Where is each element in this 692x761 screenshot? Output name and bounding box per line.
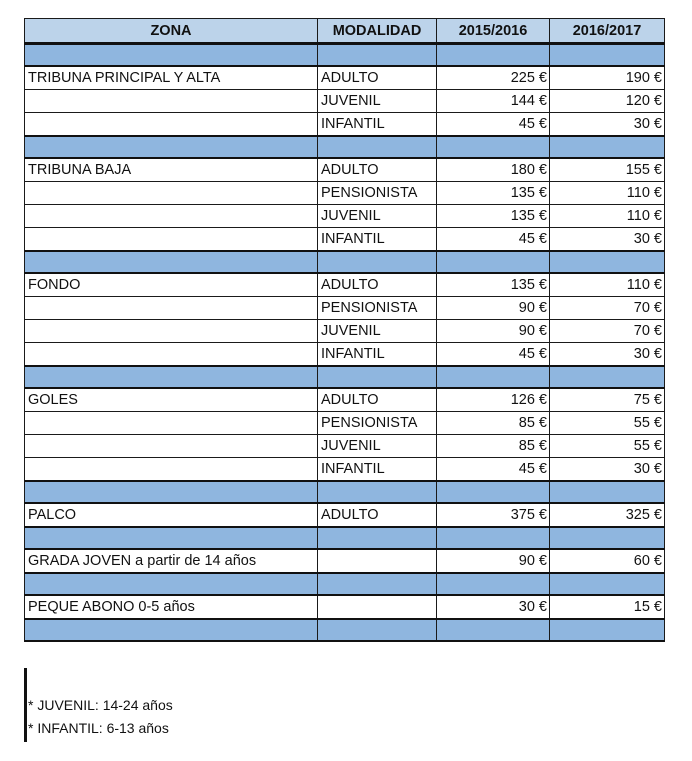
price-2015-2016-cell: 45 € [437,113,550,137]
separator-cell [437,527,550,549]
zona-cell: FONDO [25,273,318,297]
price-2015-2016-cell: 45 € [437,228,550,252]
table-body [25,44,665,642]
table-row [25,273,665,297]
separator-cell [25,481,318,503]
price-2015-2016-cell: 375 € [437,503,550,527]
table-row [25,458,665,482]
table-row [25,343,665,367]
price-2015-2016-cell: 126 € [437,388,550,412]
separator-cell [25,619,318,641]
table-row [25,90,665,113]
separator-cell [318,527,437,549]
zona-cell: PALCO [25,503,318,527]
modalidad-cell: INFANTIL [318,343,437,367]
separator-cell [25,136,318,158]
left-border-rule [24,668,27,742]
price-2015-2016-cell: 30 € [437,595,550,619]
table-header-row [25,19,665,44]
table-row [25,228,665,252]
zona-cell [25,90,318,113]
price-2015-2016-cell: 135 € [437,205,550,228]
separator-cell [550,366,665,388]
price-2016-2017-cell: 30 € [550,343,665,367]
price-2016-2017-cell: 75 € [550,388,665,412]
price-2015-2016-cell: 144 € [437,90,550,113]
price-2015-2016-cell: 90 € [437,297,550,320]
modalidad-cell: JUVENIL [318,205,437,228]
price-2015-2016-cell: 85 € [437,435,550,458]
separator-cell [437,136,550,158]
zona-cell: PEQUE ABONO 0-5 años [25,595,318,619]
price-2016-2017-cell: 110 € [550,182,665,205]
price-2015-2016-cell: 180 € [437,158,550,182]
modalidad-cell: JUVENIL [318,90,437,113]
zona-cell: GRADA JOVEN a partir de 14 años [25,549,318,573]
zona-cell [25,228,318,252]
separator-cell [318,573,437,595]
modalidad-cell: JUVENIL [318,435,437,458]
table-row [25,595,665,619]
price-2015-2016-cell: 85 € [437,412,550,435]
separator-cell [318,251,437,273]
table-row [25,388,665,412]
modalidad-cell: INFANTIL [318,113,437,137]
price-2016-2017-cell: 30 € [550,113,665,137]
header-modalidad: MODALIDAD [318,19,437,44]
table-row [25,182,665,205]
separator-cell [437,573,550,595]
footnote-infantil: * INFANTIL: 6-13 años [28,720,169,736]
price-2016-2017-cell: 60 € [550,549,665,573]
footnotes [28,694,173,740]
zona-cell [25,412,318,435]
modalidad-cell: INFANTIL [318,458,437,482]
price-2016-2017-cell: 155 € [550,158,665,182]
price-2015-2016-cell: 90 € [437,549,550,573]
zona-cell: GOLES [25,388,318,412]
separator-row [25,527,665,549]
modalidad-cell: ADULTO [318,503,437,527]
separator-cell [318,619,437,641]
separator-cell [25,527,318,549]
price-2016-2017-cell: 70 € [550,320,665,343]
separator-cell [437,251,550,273]
modalidad-cell: PENSIONISTA [318,182,437,205]
header-season-2015-2016: 2015/2016 [437,19,550,44]
price-2016-2017-cell: 325 € [550,503,665,527]
modalidad-cell: ADULTO [318,273,437,297]
modalidad-cell: JUVENIL [318,320,437,343]
price-2016-2017-cell: 55 € [550,412,665,435]
separator-cell [25,573,318,595]
table-row [25,435,665,458]
separator-cell [550,527,665,549]
separator-cell [550,251,665,273]
price-2016-2017-cell: 30 € [550,228,665,252]
table-row [25,158,665,182]
separator-cell [25,44,318,67]
separator-row [25,481,665,503]
price-2016-2017-cell: 120 € [550,90,665,113]
footnote-juvenil: * JUVENIL: 14-24 años [28,697,173,713]
zona-cell [25,320,318,343]
separator-cell [550,481,665,503]
zona-cell [25,113,318,137]
price-2015-2016-cell: 45 € [437,343,550,367]
separator-cell [437,619,550,641]
separator-cell [550,573,665,595]
zona-cell [25,343,318,367]
modalidad-cell: ADULTO [318,66,437,90]
zona-cell [25,182,318,205]
price-2016-2017-cell: 190 € [550,66,665,90]
zona-cell [25,435,318,458]
price-2015-2016-cell: 135 € [437,182,550,205]
separator-cell [318,481,437,503]
modalidad-cell: ADULTO [318,388,437,412]
separator-cell [318,366,437,388]
modalidad-cell [318,595,437,619]
zona-cell [25,458,318,482]
modalidad-cell: PENSIONISTA [318,412,437,435]
separator-cell [437,366,550,388]
separator-cell [318,44,437,67]
price-2016-2017-cell: 70 € [550,297,665,320]
zona-cell: TRIBUNA BAJA [25,158,318,182]
separator-cell [550,136,665,158]
separator-row [25,136,665,158]
separator-cell [25,251,318,273]
separator-row [25,573,665,595]
price-2016-2017-cell: 15 € [550,595,665,619]
price-2016-2017-cell: 110 € [550,205,665,228]
modalidad-cell: PENSIONISTA [318,297,437,320]
separator-row [25,251,665,273]
separator-row [25,619,665,641]
separator-row [25,44,665,67]
season-ticket-price-table [24,18,665,642]
zona-cell [25,297,318,320]
price-2016-2017-cell: 55 € [550,435,665,458]
separator-cell [25,366,318,388]
header-zona: ZONA [25,19,318,44]
table-row [25,503,665,527]
price-2016-2017-cell: 110 € [550,273,665,297]
table-row [25,297,665,320]
table-row [25,113,665,137]
separator-cell [550,44,665,67]
price-2015-2016-cell: 45 € [437,458,550,482]
price-2015-2016-cell: 135 € [437,273,550,297]
price-table-sheet [24,18,664,642]
zona-cell [25,205,318,228]
modalidad-cell: INFANTIL [318,228,437,252]
separator-cell [437,44,550,67]
separator-cell [318,136,437,158]
separator-cell [550,619,665,641]
modalidad-cell: ADULTO [318,158,437,182]
header-season-2016-2017: 2016/2017 [550,19,665,44]
table-row [25,412,665,435]
table-row [25,549,665,573]
table-row [25,320,665,343]
table-row [25,66,665,90]
price-2016-2017-cell: 30 € [550,458,665,482]
price-2015-2016-cell: 225 € [437,66,550,90]
price-2015-2016-cell: 90 € [437,320,550,343]
table-row [25,205,665,228]
separator-row [25,366,665,388]
separator-cell [437,481,550,503]
modalidad-cell [318,549,437,573]
zona-cell: TRIBUNA PRINCIPAL Y ALTA [25,66,318,90]
